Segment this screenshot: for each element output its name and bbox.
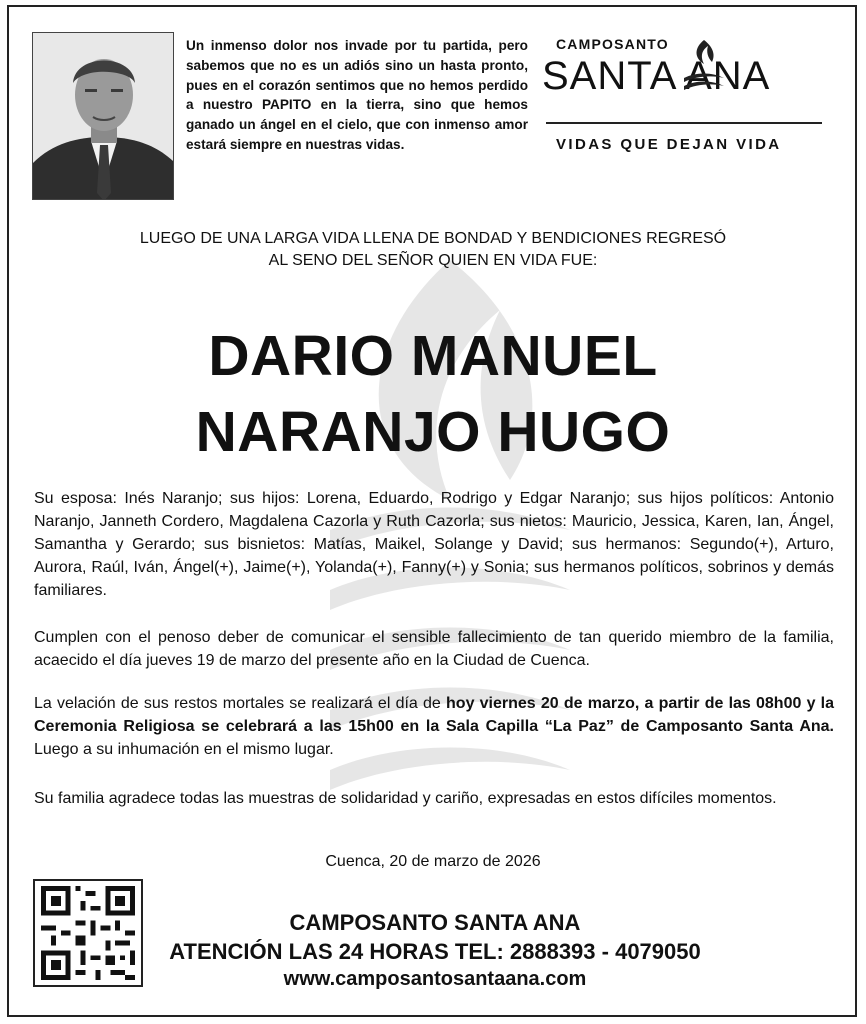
announcement-paragraph: Cumplen con el penoso deber de comunicar el sensible fallecimiento de tan querido miembro de la familia, acaecido el día jueves 19 de marzo del presente año en la Ciudad de Cuenca. bbox=[34, 629, 834, 669]
footer-website[interactable]: www.camposantosantaana.com bbox=[283, 968, 587, 990]
deceased-name-line-1: DARIO MANUEL bbox=[208, 324, 658, 388]
camposanto-logo bbox=[542, 30, 832, 160]
family-paragraph: Su esposa: Inés Naranjo; sus hijos: Lorena, Eduardo, Rodrigo y Edgar Naranjo; sus hijos políticos: Antonio Naranjo, Janneth Cordero, Magdalena Cazorla y Ruth Cazorla; sus nietos: Mauricio, Jessica, Karen, Ian, Ángel, Samantha y Gerardo; sus bisnietos: Matías, Maikel, Solange y David; sus hermanos: Segundo(+), Arturo, Aurora, Raúl, Iván, Ángel(+), Jaime(+), Yolanda(+), Fanny(+) y Sonia; sus hermanos políticos, sobrinos y demás familiares. bbox=[34, 490, 834, 599]
flame-icon bbox=[682, 38, 726, 100]
deceased-name bbox=[20, 318, 846, 470]
ceremony-outro: Luego a su inhumación en el mismo lugar. bbox=[34, 741, 334, 758]
lead-line-1: LUEGO DE UNA LARGA VIDA LLENA DE BONDAD Y BENDICIONES REGRESÓ bbox=[139, 230, 727, 247]
ceremony-paragraph bbox=[34, 692, 834, 761]
place-date: Cuenca, 20 de marzo de 2026 bbox=[325, 853, 541, 870]
logo-main-text: SANTA ANA bbox=[542, 54, 771, 98]
logo-tagline: VIDAS QUE DEJAN VIDA bbox=[556, 136, 782, 153]
deceased-name-line-2: NARANJO HUGO bbox=[195, 400, 671, 464]
portrait-photo bbox=[32, 32, 174, 200]
ceremony-intro: La velación de sus restos mortales se realizará el día de bbox=[34, 695, 447, 712]
logo-divider bbox=[546, 122, 822, 124]
ceremony-details: hoy viernes 20 de marzo, a partir de las 08h00 y la Ceremonia Religiosa se celebrará a las 15h00 en la Sala Capilla “La Paz” de Camposanto Santa Ana. bbox=[34, 695, 835, 735]
footer-company: CAMPOSANTO SANTA ANA bbox=[289, 910, 581, 935]
footer-phone: ATENCIÓN LAS 24 HORAS TEL: 2888393 - 4079050 bbox=[169, 939, 701, 964]
thanks-paragraph: Su familia agradece todas las muestras de solidaridad y cariño, expresadas en estos difíciles momentos. bbox=[34, 790, 777, 807]
logo-top-text: CAMPOSANTO bbox=[556, 36, 669, 52]
lead-text bbox=[40, 228, 826, 272]
tribute-message: Un inmenso dolor nos invade por tu partida, pero sabemos que no es un adiós sino un hasta pronto, pues en el corazón sentimos que no hemos perdido a nuestro PAPITO en la tierra, sino que hemos ganado un ángel en el cielo, que con inmenso amor estará siempre en nuestras vidas. bbox=[186, 38, 528, 152]
lead-line-2: AL SENO DEL SEÑOR QUIEN EN VIDA FUE: bbox=[268, 252, 598, 269]
